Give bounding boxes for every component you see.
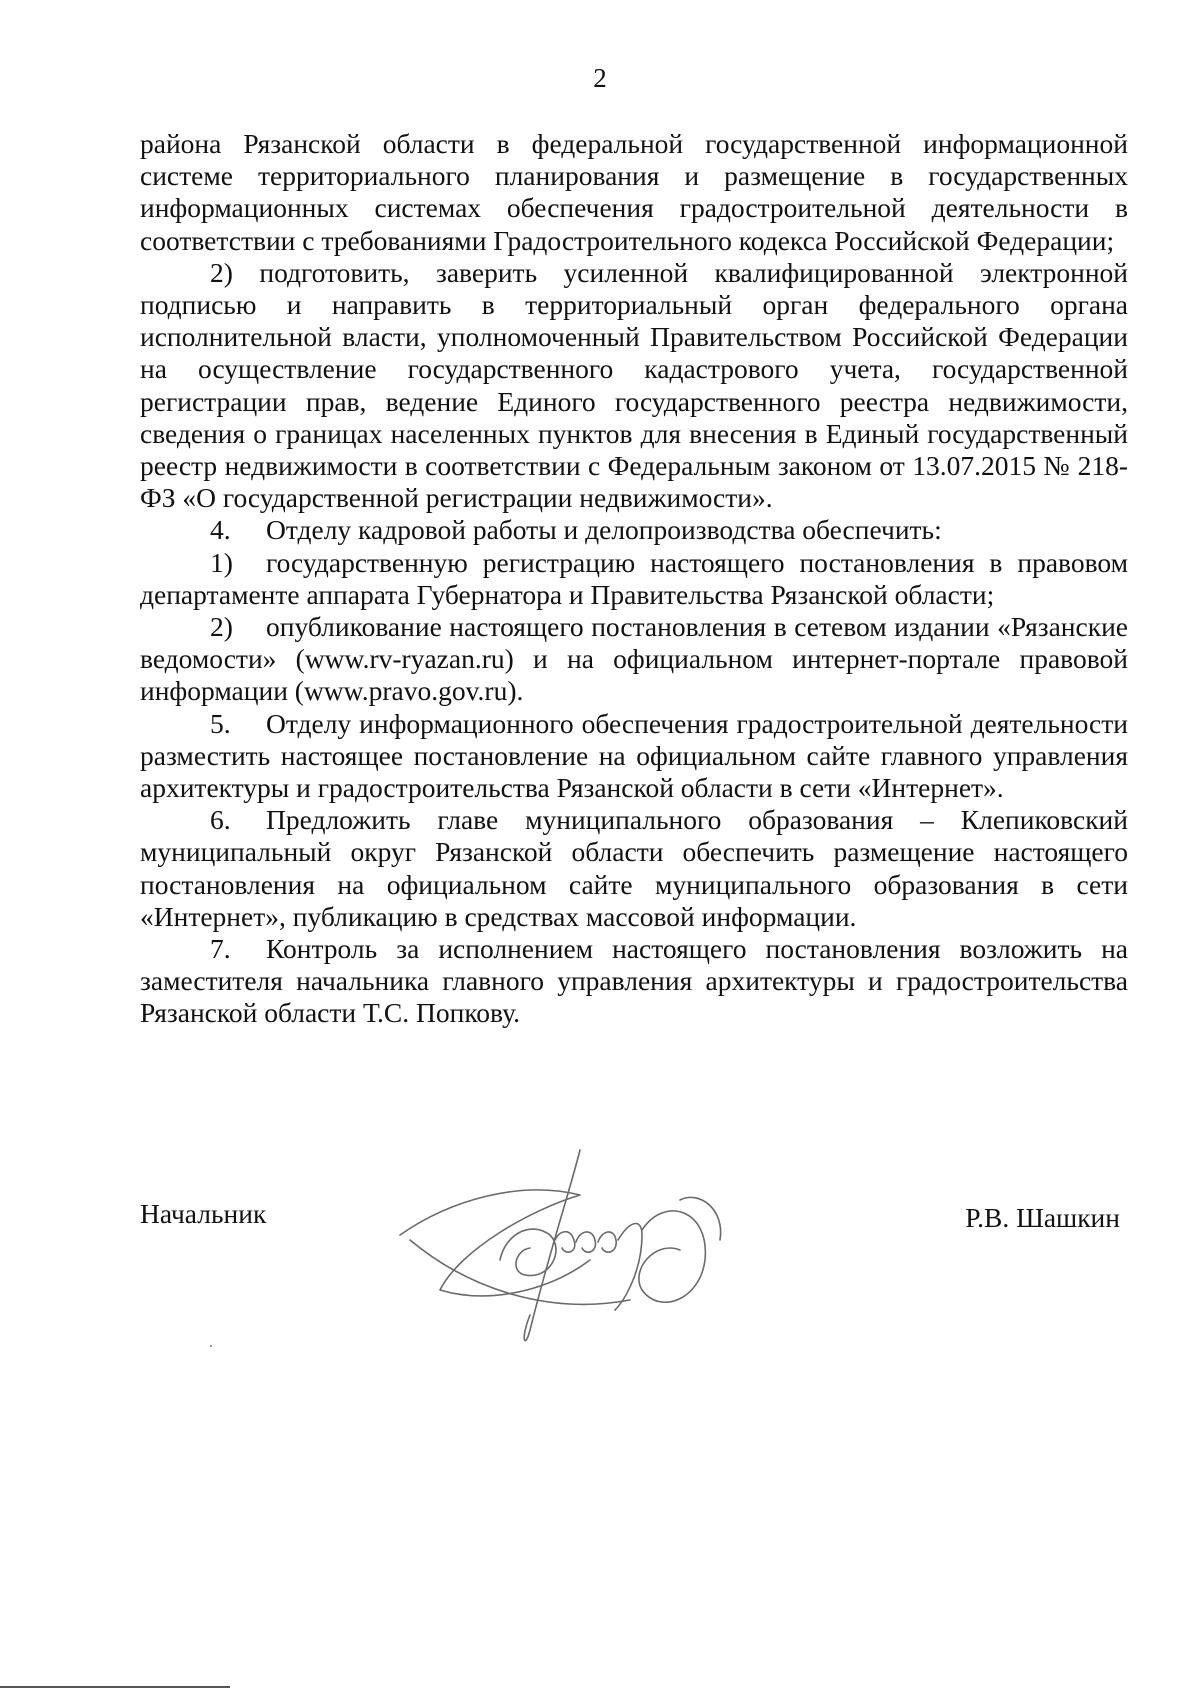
paragraph-text: Отделу кадровой работы и делопроизводства обеспечить: — [266, 514, 942, 546]
item-number: 1) — [210, 546, 233, 578]
paragraph-item-5 — [140, 708, 1128, 805]
paragraph-item-6 — [140, 804, 1128, 933]
paragraph-text: Отделу информационного обеспечения градостроительной деятельности разместить настоящее постановление на официальном сайте главного управления архитектуры и градостроительства Рязанской области в сети «Интернет». — [140, 707, 1128, 804]
paragraph-text: государственную регистрацию настоящего постановления в правовом департаменте аппарата Губернатора и Правительства Рязанской области; — [140, 546, 1128, 610]
paragraph-text: 2) подготовить, заверить усиленной квалифицированной электронной подписью и направить в территориальный орган федерального органа исполнительной власти, уполномоченный Правительством Российской Федерации на осуществление государственного кадастрового учета, государственной регистрации прав, ведение Единого государственного реестра недвижимости, сведения о границах населенных пунктов для внесения в Единый государственный реестр недвижимости в соответствии с Федеральным законом от 13.07.2015 № 218-ФЗ «О государственной регистрации недвижимости». — [140, 256, 1128, 514]
signature-block — [140, 1110, 1120, 1280]
document-body — [140, 128, 1128, 1030]
paragraph-text: Предложить главе муниципального образования – Клепиковский муниципальный округ Рязанской области обеспечить размещение настоящего постановления на официальном сайте муниципального образования в сети «Интернет», публикацию в средствах массовой информации. — [140, 804, 1128, 932]
signatory-name: Р.В. Шашкин — [965, 1202, 1120, 1233]
paragraph-subitem-4-1 — [140, 547, 1128, 611]
paragraph-subitem-2 — [140, 257, 1128, 515]
scan-edge-line — [0, 1686, 230, 1688]
item-number: 4. — [210, 514, 231, 546]
item-number: 7. — [210, 933, 231, 965]
page-number: 2 — [593, 63, 607, 93]
paragraph-text: Контроль за исполнением настоящего постановления возложить на заместителя начальника главного управления архитектуры и градостроительства Рязанской области Т.С. Попкову. — [140, 933, 1128, 1029]
handwritten-signature — [380, 1140, 740, 1360]
item-number: 5. — [210, 707, 231, 739]
paragraph-item-4 — [140, 514, 1128, 546]
paragraph-continuation — [140, 128, 1128, 257]
paragraph-subitem-4-2 — [140, 611, 1128, 708]
paragraph-text: района Рязанской области в федеральной государственной информационной системе территориального планирования и размещение в государственных информационных системах обеспечения градостроительной деятельности в соответствии с требованиями Градостроительного кодекса Российской Федерации; — [140, 128, 1128, 256]
item-number: 6. — [210, 804, 231, 836]
item-number: 2) — [210, 611, 233, 643]
signatory-position: Начальник — [140, 1198, 267, 1229]
scan-artifact — [210, 1345, 212, 1347]
paragraph-text: опубликование настоящего постановления в сетевом издании «Рязанские ведомости» (www.rv-ryazan.ru) и на официальном интернет-портале правовой информации (www.pravo.gov.ru). — [140, 611, 1128, 707]
paragraph-item-7 — [140, 933, 1128, 1030]
